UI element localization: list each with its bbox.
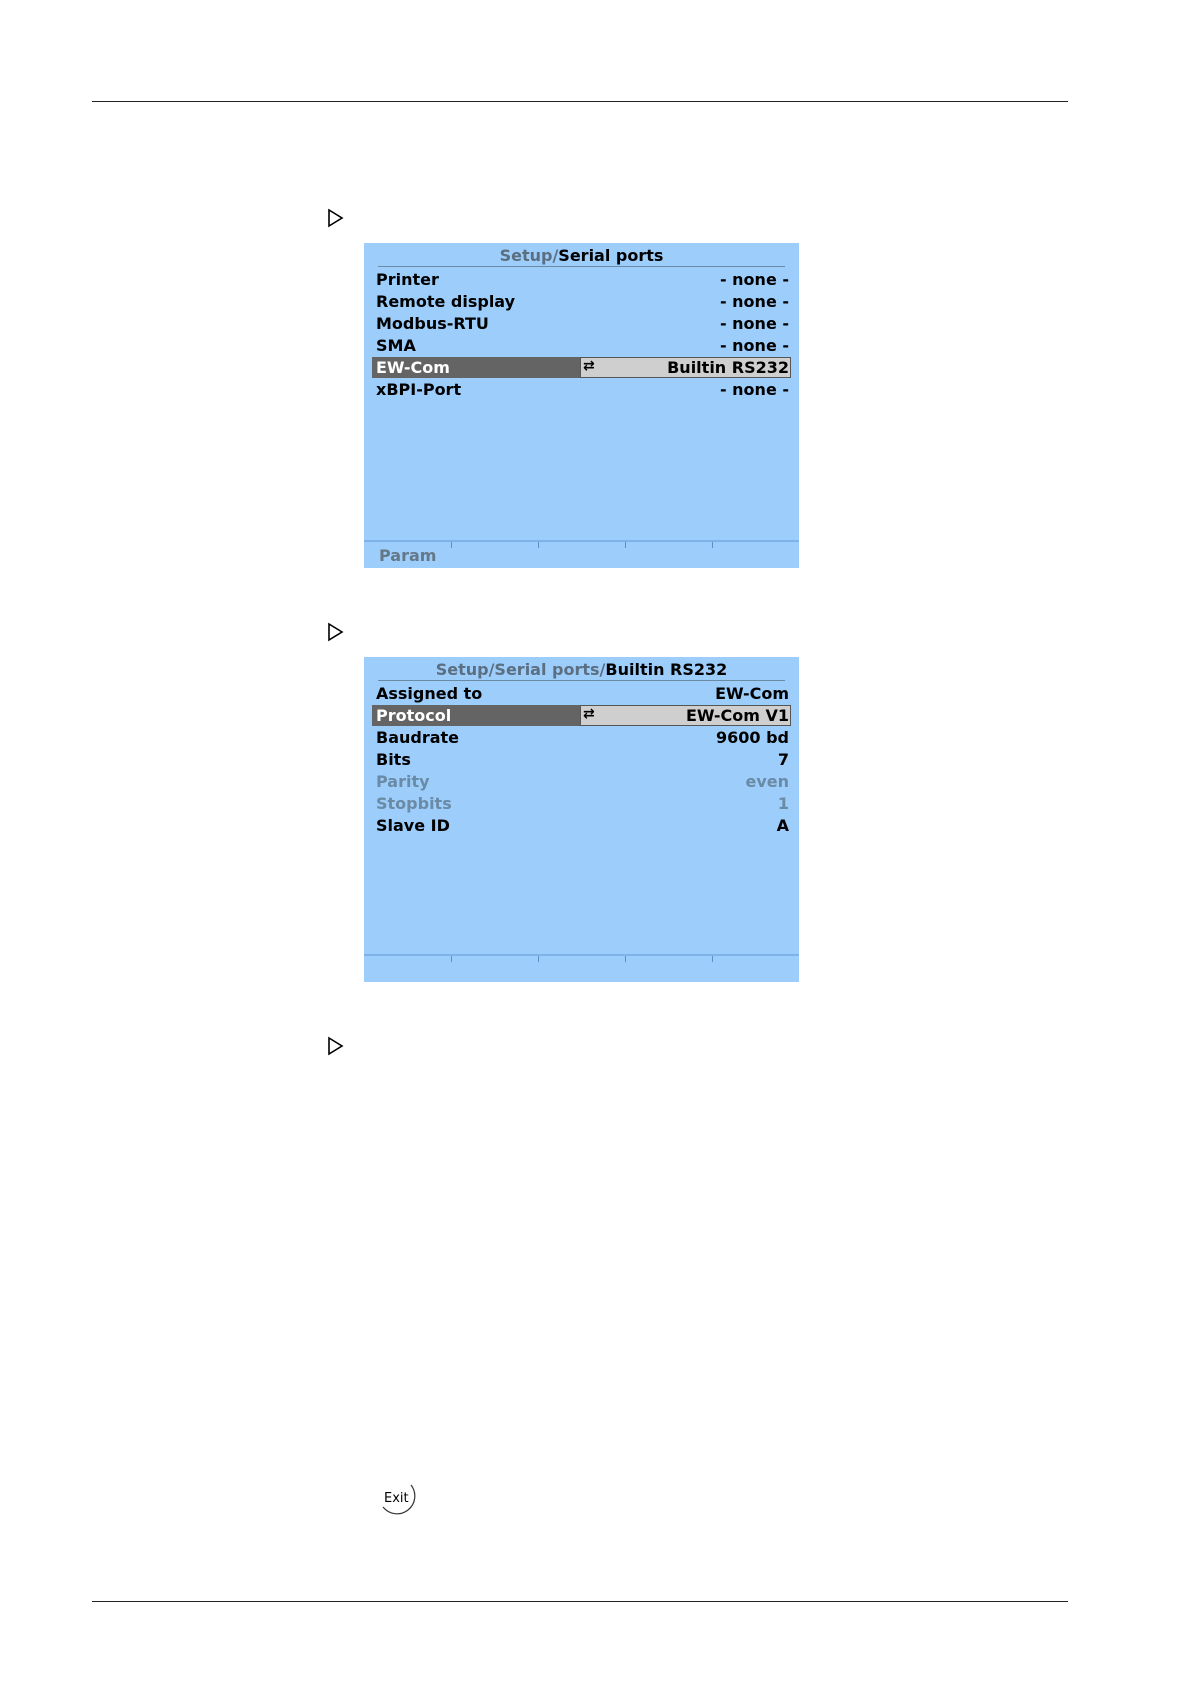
row-label: Protocol [376, 706, 452, 725]
row-value: Builtin RS232 [667, 358, 789, 377]
row-value: 7 [777, 750, 789, 769]
footer-rule [92, 1601, 1068, 1602]
menu-row-ew-com[interactable] [372, 357, 791, 378]
softkey-divider [538, 542, 539, 548]
step-arrow-icon [327, 208, 345, 228]
row-label: EW-Com [376, 358, 450, 377]
exit-key-icon[interactable] [379, 1481, 419, 1515]
row-value: EW-Com V1 [686, 706, 789, 725]
screen-title: Setup/Serial ports/Builtin RS232 [435, 660, 728, 679]
softkey-bar [364, 540, 799, 568]
screen-title: Setup/Serial ports [499, 246, 664, 265]
step-arrow-icon [327, 622, 345, 642]
row-value: 9600 bd [715, 728, 789, 747]
softkey-divider [712, 956, 713, 962]
softkey-bar [364, 954, 799, 982]
row-label: Baudrate [376, 728, 460, 747]
menu-row-baudrate[interactable] [372, 727, 791, 748]
row-value: - none - [719, 380, 789, 399]
softkey-divider [451, 956, 452, 962]
softkey-divider [625, 956, 626, 962]
swap-arrows-icon: ⇄ [583, 706, 595, 722]
title-divider [378, 680, 785, 681]
swap-arrows-icon: ⇄ [583, 358, 595, 374]
row-value: even [745, 772, 789, 791]
menu-row-assigned-to[interactable] [372, 683, 791, 704]
step-arrow-icon [327, 1036, 345, 1056]
menu-row-protocol[interactable] [372, 705, 791, 726]
menu-row-xbpi-port[interactable] [372, 379, 791, 400]
menu-row-parity [372, 771, 791, 792]
row-label: Modbus-RTU [376, 314, 489, 333]
softkey-divider [451, 542, 452, 548]
menu-row-bits[interactable] [372, 749, 791, 770]
menu-row-modbus-rtu[interactable] [372, 313, 791, 334]
builtin-rs232-screen [364, 657, 799, 982]
row-value: A [776, 816, 789, 835]
row-value: EW-Com [715, 684, 789, 703]
row-label: Assigned to [376, 684, 483, 703]
row-value: - none - [719, 292, 789, 311]
menu-row-slave-id[interactable] [372, 815, 791, 836]
menu-row-sma[interactable] [372, 335, 791, 356]
row-label: Printer [376, 270, 439, 289]
row-label: Slave ID [376, 816, 450, 835]
menu-row-remote-display[interactable] [372, 291, 791, 312]
row-label: Stopbits [376, 794, 452, 813]
softkey-divider [538, 956, 539, 962]
row-value: - none - [719, 270, 789, 289]
row-value: 1 [777, 794, 789, 813]
title-divider [378, 266, 785, 267]
row-value: - none - [719, 314, 789, 333]
row-label: Bits [376, 750, 411, 769]
row-label: xBPI-Port [376, 380, 462, 399]
softkey-divider [625, 542, 626, 548]
menu-row-printer[interactable] [372, 269, 791, 290]
serial-ports-screen [364, 243, 799, 568]
menu-row-stopbits [372, 793, 791, 814]
exit-key-label: Exit [384, 1491, 409, 1506]
softkey-divider [712, 542, 713, 548]
row-label: Parity [376, 772, 430, 791]
header-rule [92, 101, 1068, 102]
row-label: Remote display [376, 292, 516, 311]
row-value: - none - [719, 336, 789, 355]
softkey-param[interactable]: Param [379, 546, 437, 565]
row-label: SMA [376, 336, 416, 355]
